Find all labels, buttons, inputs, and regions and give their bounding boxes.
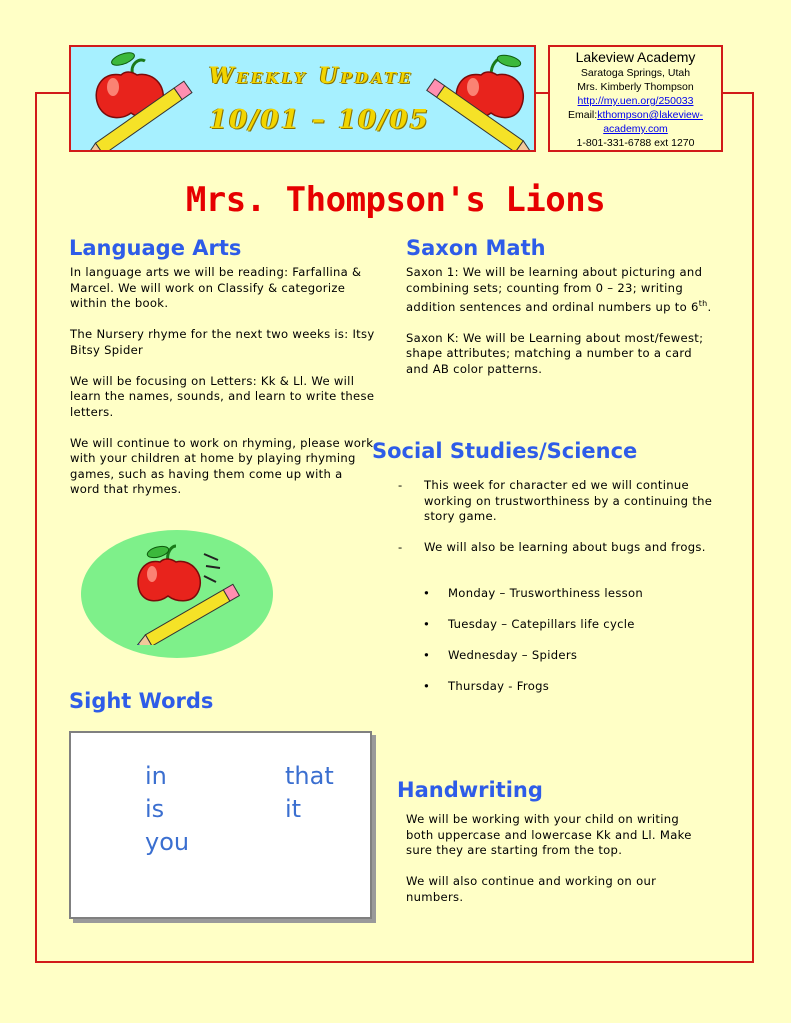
dash-marker: - xyxy=(398,540,403,554)
language-arts-heading: Language Arts xyxy=(69,236,242,260)
weekday-wednesday: Wednesday – Spiders xyxy=(448,648,578,662)
language-arts-p2: The Nursery rhyme for the next two weeks is: Itsy Bitsy Spider xyxy=(70,327,375,357)
list-item xyxy=(420,679,720,710)
email-link[interactable]: kthompson@lakeview- xyxy=(597,109,703,121)
bullet-marker: • xyxy=(423,679,431,693)
list-item xyxy=(398,478,718,525)
sight-word: that xyxy=(285,762,334,790)
teacher-name: Mrs. Kimberly Thompson xyxy=(577,81,694,93)
weekday-list xyxy=(420,586,720,710)
page-title: Mrs. Thompson's Lions xyxy=(185,180,606,220)
apple-pencil-right-icon xyxy=(411,51,536,152)
saxon-math-content xyxy=(406,265,716,393)
language-arts-p3: We will be focusing on Letters: Kk & Ll. We will learn the names, sounds, and learn to write these letters. xyxy=(70,373,375,419)
bullet-marker: • xyxy=(423,617,431,631)
saxon-math-heading: Saxon Math xyxy=(406,236,546,260)
email-link-continued[interactable]: academy.com xyxy=(603,123,668,135)
saxon-math-p1-end: . xyxy=(707,299,712,314)
social-studies-item1: This week for character ed we will continue working on trustworthiness by a continuing the story game. xyxy=(424,478,713,523)
list-item xyxy=(420,648,720,679)
sight-word: you xyxy=(145,828,190,856)
dash-marker: - xyxy=(398,478,403,492)
school-info-box xyxy=(548,45,723,152)
weekday-thursday: Thursday - Frogs xyxy=(448,679,550,693)
website-link[interactable]: http://my.uen.org/250033 xyxy=(577,95,694,107)
language-arts-p1: In language arts we will be reading: Farfallina & Marcel. We will work on Classify & categorize within the book. xyxy=(70,265,362,310)
email-label: Email: xyxy=(568,109,598,121)
list-item xyxy=(420,617,720,648)
email-line xyxy=(550,108,721,122)
phone-number: 1-801-331-6788 ext 1270 xyxy=(576,137,695,149)
banner-dates: 10/01 – 10/05 xyxy=(209,105,430,135)
weekly-update-banner xyxy=(69,45,536,152)
sight-word: in xyxy=(145,762,167,790)
weekday-monday: Monday – Trusworthiness lesson xyxy=(448,586,644,600)
list-item xyxy=(420,586,720,617)
social-studies-list xyxy=(398,478,718,571)
handwriting-content xyxy=(406,812,706,921)
saxon-math-p1-text: Saxon 1: We will be learning about picturing and combining sets; counting from 0 – 23; writing addition sentences and ordinal numbers up to 6 xyxy=(406,265,703,314)
social-studies-item2: We will also be learning about bugs and frogs. xyxy=(424,540,706,554)
bullet-marker: • xyxy=(423,648,431,662)
school-name: Lakeview Academy xyxy=(575,49,696,65)
social-studies-heading: Social Studies/Science xyxy=(372,439,638,463)
language-arts-p4: We will continue to work on rhyming, please work with your children at home by playing rhyming games, such as having them come up with a word that rhymes. xyxy=(70,435,374,496)
sight-words-box xyxy=(69,731,372,919)
saxon-math-p2: Saxon K: We will be Learning about most/fewest; shape attributes; matching a number to a card and AB color patterns. xyxy=(406,330,704,376)
saxon-math-p1 xyxy=(406,265,716,315)
handwriting-p2: We will also continue and working on our numbers. xyxy=(406,874,657,904)
list-item xyxy=(398,540,718,556)
bullet-marker: • xyxy=(423,586,431,600)
banner-title: Weekly Update xyxy=(209,63,414,89)
sight-words-heading: Sight Words xyxy=(69,689,214,713)
saxon-math-p1-sup: th xyxy=(698,299,708,308)
apple-pencil-left-icon xyxy=(81,51,211,152)
handwriting-heading: Handwriting xyxy=(397,778,543,802)
sight-word: it xyxy=(285,795,302,823)
apple-pencil-icon xyxy=(132,540,247,645)
handwriting-p1: We will be working with your child on writing both uppercase and lowercase Kk and Ll. Make sure they are starting from the top. xyxy=(406,812,692,857)
language-arts-content xyxy=(70,265,375,513)
school-city: Saratoga Springs, Utah xyxy=(580,67,691,79)
sight-word: is xyxy=(145,795,165,823)
weekday-tuesday: Tuesday – Catepillars life cycle xyxy=(448,617,635,631)
